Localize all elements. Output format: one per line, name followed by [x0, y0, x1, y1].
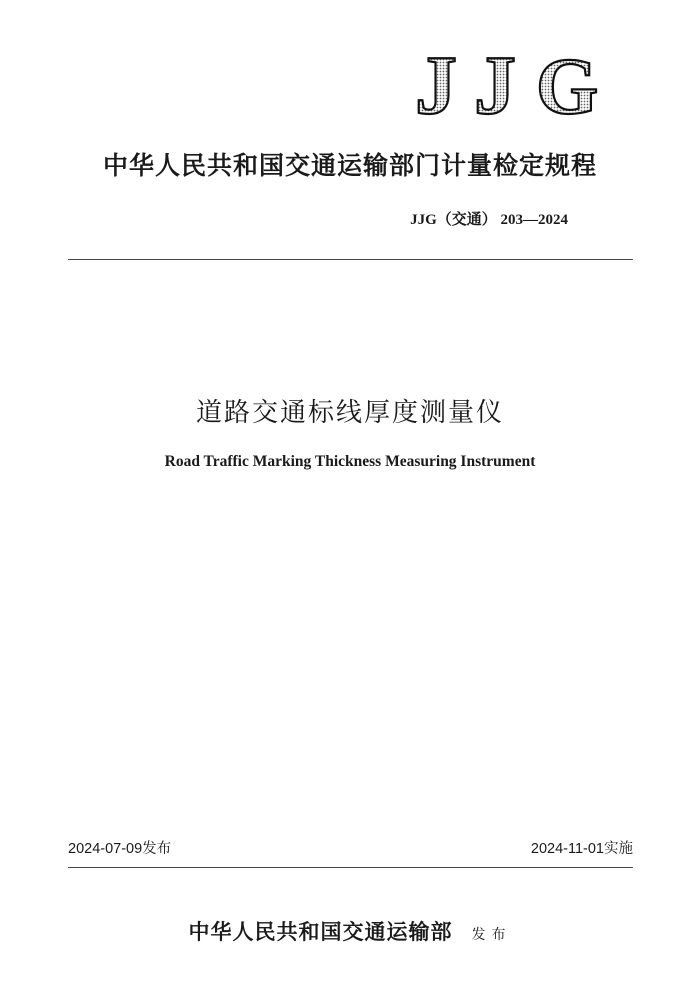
bottom-divider — [68, 867, 633, 868]
issue-date: 2024-07-09发布 — [68, 841, 172, 857]
jjg-logo — [412, 46, 606, 118]
document-title-en: Road Traffic Marking Thickness Measuring Instrument — [164, 453, 536, 470]
svg-text:J: J — [415, 46, 457, 118]
document-title-cn: 道路交通标线厚度测量仪 — [195, 398, 504, 428]
organization-title: 中华人民共和国交通运输部门计量检定规程 — [102, 151, 597, 180]
publish-action: 发布 — [471, 927, 512, 943]
top-divider — [68, 259, 633, 260]
publisher-line — [0, 916, 700, 946]
standard-code: JJG（交通） 203—2024 — [410, 212, 568, 228]
publisher-name: 中华人民共和国交通运输部 — [188, 919, 453, 944]
svg-text:J: J — [474, 46, 516, 118]
svg-text:G: G — [536, 46, 599, 118]
effective-date: 2024-11-01实施 — [530, 841, 633, 857]
